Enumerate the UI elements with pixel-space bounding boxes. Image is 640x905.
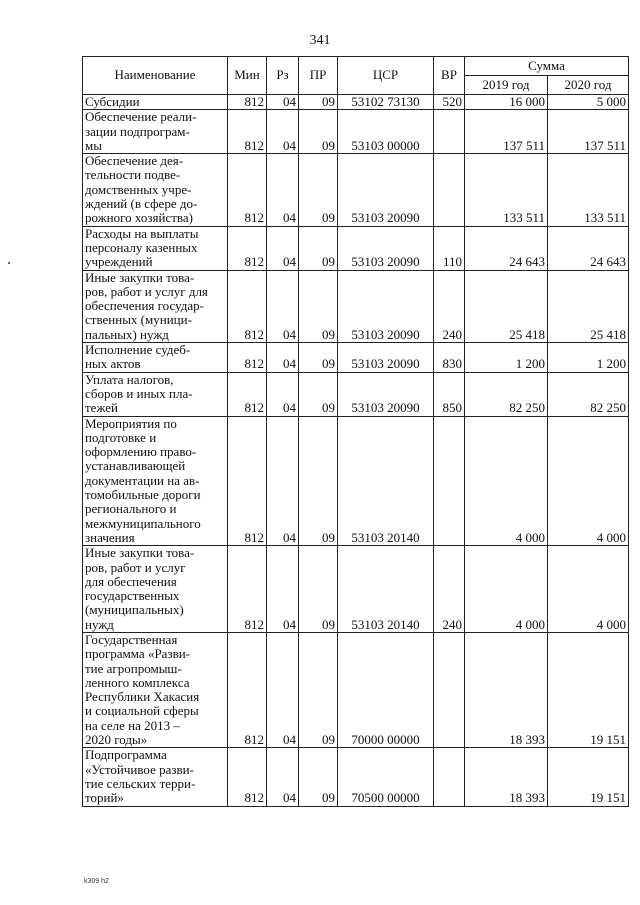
cell-min: 812	[228, 95, 267, 110]
cell-name: Расходы на выплаты персоналу казенных учреждений	[83, 226, 228, 270]
cell-vr: 240	[434, 546, 465, 633]
cell-csr: 53103 20140	[338, 416, 434, 546]
cell-rz: 04	[267, 416, 299, 546]
cell-y2019: 18 393	[465, 632, 548, 747]
cell-pr: 09	[299, 546, 338, 633]
cell-name: Субсидии	[83, 95, 228, 110]
cell-pr: 09	[299, 154, 338, 226]
cell-y2020: 4 000	[548, 546, 629, 633]
cell-y2019: 18 393	[465, 748, 548, 806]
cell-vr: 110	[434, 226, 465, 270]
table-row	[83, 95, 629, 110]
cell-vr: 520	[434, 95, 465, 110]
cell-y2020: 4 000	[548, 416, 629, 546]
header-name: Наименование	[83, 57, 228, 95]
cell-pr: 09	[299, 95, 338, 110]
cell-rz: 04	[267, 632, 299, 747]
cell-name: Обеспечение дея- тельности подве- домственных учре- ждений (в сфере до- рожного хозяйства)	[83, 154, 228, 226]
cell-name: Исполнение судеб- ных актов	[83, 343, 228, 373]
cell-y2020: 1 200	[548, 343, 629, 373]
cell-vr	[434, 110, 465, 154]
cell-y2020: 82 250	[548, 372, 629, 416]
header-year-2019: 2019 год	[465, 76, 548, 95]
cell-pr: 09	[299, 110, 338, 154]
cell-min: 812	[228, 154, 267, 226]
table-row	[83, 154, 629, 226]
cell-rz: 04	[267, 226, 299, 270]
table-row	[83, 416, 629, 546]
cell-vr: 240	[434, 270, 465, 342]
cell-pr: 09	[299, 748, 338, 806]
table-header	[83, 57, 629, 95]
cell-rz: 04	[267, 546, 299, 633]
cell-rz: 04	[267, 372, 299, 416]
cell-min: 812	[228, 416, 267, 546]
cell-pr: 09	[299, 343, 338, 373]
cell-name: Иные закупки това- ров, работ и услуг для обеспечения государ- ственных (муници- пальных) нужд	[83, 270, 228, 342]
cell-vr	[434, 632, 465, 747]
cell-y2019: 1 200	[465, 343, 548, 373]
cell-y2019: 137 511	[465, 110, 548, 154]
table-row	[83, 748, 629, 806]
cell-min: 812	[228, 748, 267, 806]
cell-pr: 09	[299, 372, 338, 416]
cell-y2019: 16 000	[465, 95, 548, 110]
cell-name: Мероприятия по подготовке и оформлению право- устанавливающей документации на ав- томобильные дороги регионального и межмуниципального значения	[83, 416, 228, 546]
cell-csr: 53102 73130	[338, 95, 434, 110]
cell-y2020: 137 511	[548, 110, 629, 154]
cell-rz: 04	[267, 95, 299, 110]
cell-csr: 53103 20090	[338, 270, 434, 342]
cell-name: Обеспечение реали- зации подпрограм- мы	[83, 110, 228, 154]
cell-rz: 04	[267, 343, 299, 373]
cell-name: Иные закупки това- ров, работ и услуг для обеспечения государственных (муниципальных) нужд	[83, 546, 228, 633]
cell-rz: 04	[267, 154, 299, 226]
cell-y2019: 24 643	[465, 226, 548, 270]
cell-csr: 53103 20090	[338, 226, 434, 270]
cell-min: 812	[228, 546, 267, 633]
cell-name: Государственная программа «Разви- тие агропромыш- ленного комплекса Республики Хакасия и социальной сферы на селе на 2013 – 2020 годы»	[83, 632, 228, 747]
table-row	[83, 632, 629, 747]
table-body	[83, 95, 629, 807]
cell-pr: 09	[299, 226, 338, 270]
cell-pr: 09	[299, 270, 338, 342]
header-csr: ЦСР	[338, 57, 434, 95]
cell-csr: 53103 20090	[338, 372, 434, 416]
cell-rz: 04	[267, 110, 299, 154]
cell-vr	[434, 416, 465, 546]
cell-name: Уплата налогов, сборов и иных пла- тежей	[83, 372, 228, 416]
cell-vr: 850	[434, 372, 465, 416]
cell-csr: 53103 20090	[338, 154, 434, 226]
cell-y2019: 133 511	[465, 154, 548, 226]
cell-min: 812	[228, 226, 267, 270]
page-number: 341	[309, 33, 331, 48]
cell-y2019: 25 418	[465, 270, 548, 342]
cell-y2020: 24 643	[548, 226, 629, 270]
table-row	[83, 546, 629, 633]
cell-min: 812	[228, 343, 267, 373]
cell-min: 812	[228, 632, 267, 747]
cell-rz: 04	[267, 748, 299, 806]
cell-csr: 53103 20090	[338, 343, 434, 373]
cell-vr: 830	[434, 343, 465, 373]
cell-csr: 70000 00000	[338, 632, 434, 747]
table-row	[83, 270, 629, 342]
cell-csr: 53103 00000	[338, 110, 434, 154]
cell-pr: 09	[299, 632, 338, 747]
header-sum: Сумма	[465, 57, 629, 76]
cell-y2020: 5 000	[548, 95, 629, 110]
table-row	[83, 110, 629, 154]
scan-speck	[8, 262, 10, 264]
footer-code: k309 h2	[84, 878, 109, 885]
table-row	[83, 343, 629, 373]
cell-y2019: 82 250	[465, 372, 548, 416]
header-vr: ВР	[434, 57, 465, 95]
budget-table	[82, 56, 629, 807]
cell-y2020: 133 511	[548, 154, 629, 226]
cell-y2019: 4 000	[465, 546, 548, 633]
cell-min: 812	[228, 270, 267, 342]
cell-vr	[434, 748, 465, 806]
header-pr: ПР	[299, 57, 338, 95]
header-min: Мин	[228, 57, 267, 95]
cell-y2019: 4 000	[465, 416, 548, 546]
cell-min: 812	[228, 110, 267, 154]
cell-min: 812	[228, 372, 267, 416]
header-rz: Рз	[267, 57, 299, 95]
header-year-2020: 2020 год	[548, 76, 629, 95]
cell-csr: 53103 20140	[338, 546, 434, 633]
table-row	[83, 372, 629, 416]
cell-csr: 70500 00000	[338, 748, 434, 806]
cell-name: Подпрограмма «Устойчивое разви- тие сельских терри- торий»	[83, 748, 228, 806]
cell-y2020: 25 418	[548, 270, 629, 342]
table-row	[83, 226, 629, 270]
cell-rz: 04	[267, 270, 299, 342]
cell-vr	[434, 154, 465, 226]
cell-y2020: 19 151	[548, 748, 629, 806]
cell-pr: 09	[299, 416, 338, 546]
cell-y2020: 19 151	[548, 632, 629, 747]
